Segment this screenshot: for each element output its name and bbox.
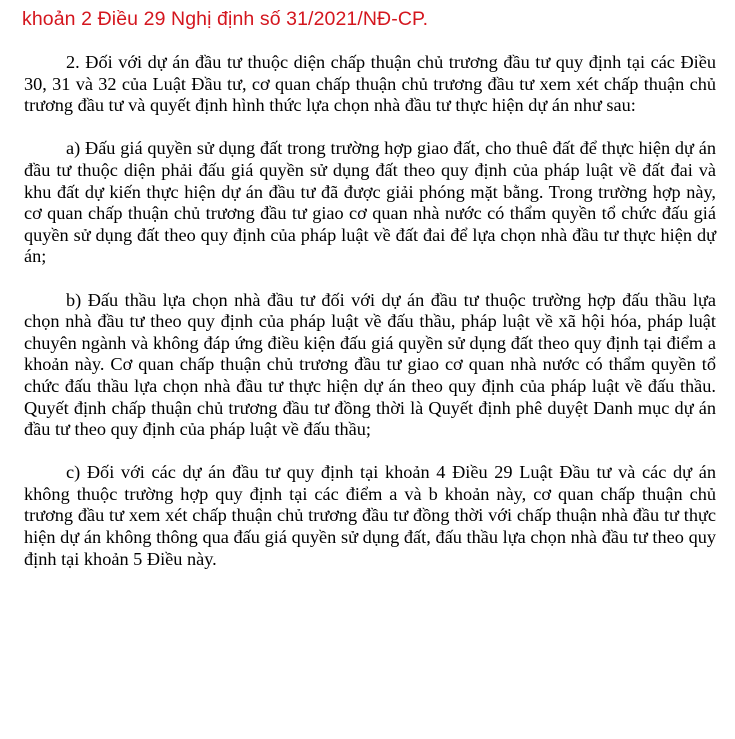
paragraph-point-c: c) Đối với các dự án đầu tư quy định tại khoản 4 Điều 29 Luật Đầu tư và các dự án không thuộc trường hợp quy định tại các điểm a và b khoản này, cơ quan chấp thuận chủ trương đầu tư xem xét chấp thuận chủ trương đầu tư đồng thời với chấp thuận nhà đầu tư thực hiện dự án không thông qua đấu giá quyền sử dụng đất, đấu thầu lựa chọn nhà đầu tư theo quy định tại khoản 5 Điều này. — [24, 462, 716, 569]
document-heading: khoản 2 Điều 29 Nghị định số 31/2021/NĐ-CP. — [22, 8, 429, 30]
paragraph-point-b: b) Đấu thầu lựa chọn nhà đầu tư đối với dự án đầu tư thuộc trường hợp đấu thầu lựa chọn nhà đầu tư theo quy định của pháp luật về đấu thầu, pháp luật về xã hội hóa, pháp luật chuyên ngành và không đáp ứng điều kiện đấu giá quyền sử dụng đất theo quy định tại điểm a khoản này. Cơ quan chấp thuận chủ trương đầu tư giao cơ quan nhà nước có thẩm quyền tổ chức đấu thầu lựa chọn nhà đầu tư thực hiện dự án theo quy định của pháp luật về đấu thầu. Quyết định chấp thuận chủ trương đầu tư đồng thời là Quyết định phê duyệt Danh mục dự án đầu tư theo quy định của pháp luật về đấu thầu; — [24, 289, 716, 440]
document-body — [24, 52, 716, 570]
paragraph-intro: 2. Đối với dự án đầu tư thuộc diện chấp thuận chủ trương đầu tư quy định tại các Điều 30, 31 và 32 của Luật Đầu tư, cơ quan chấp thuận chủ trương đầu tư xem xét chấp thuận chủ trương đầu tư và quyết định hình thức lựa chọn nhà đầu tư thực hiện dự án như sau: — [24, 52, 716, 116]
paragraph-point-a: a) Đấu giá quyền sử dụng đất trong trường hợp giao đất, cho thuê đất để thực hiện dự án đầu tư thuộc diện phải đấu giá quyền sử dụng đất theo quy định của pháp luật về đất đai và khu đất dự kiến thực hiện dự án đầu tư đã được giải phóng mặt bằng. Trong trường hợp này, cơ quan chấp thuận chủ trương đầu tư giao cơ quan nhà nước có thẩm quyền tổ chức đấu giá quyền sử dụng đất theo quy định của pháp luật về đất đai để lựa chọn nhà đầu tư thực hiện dự án; — [24, 138, 716, 267]
